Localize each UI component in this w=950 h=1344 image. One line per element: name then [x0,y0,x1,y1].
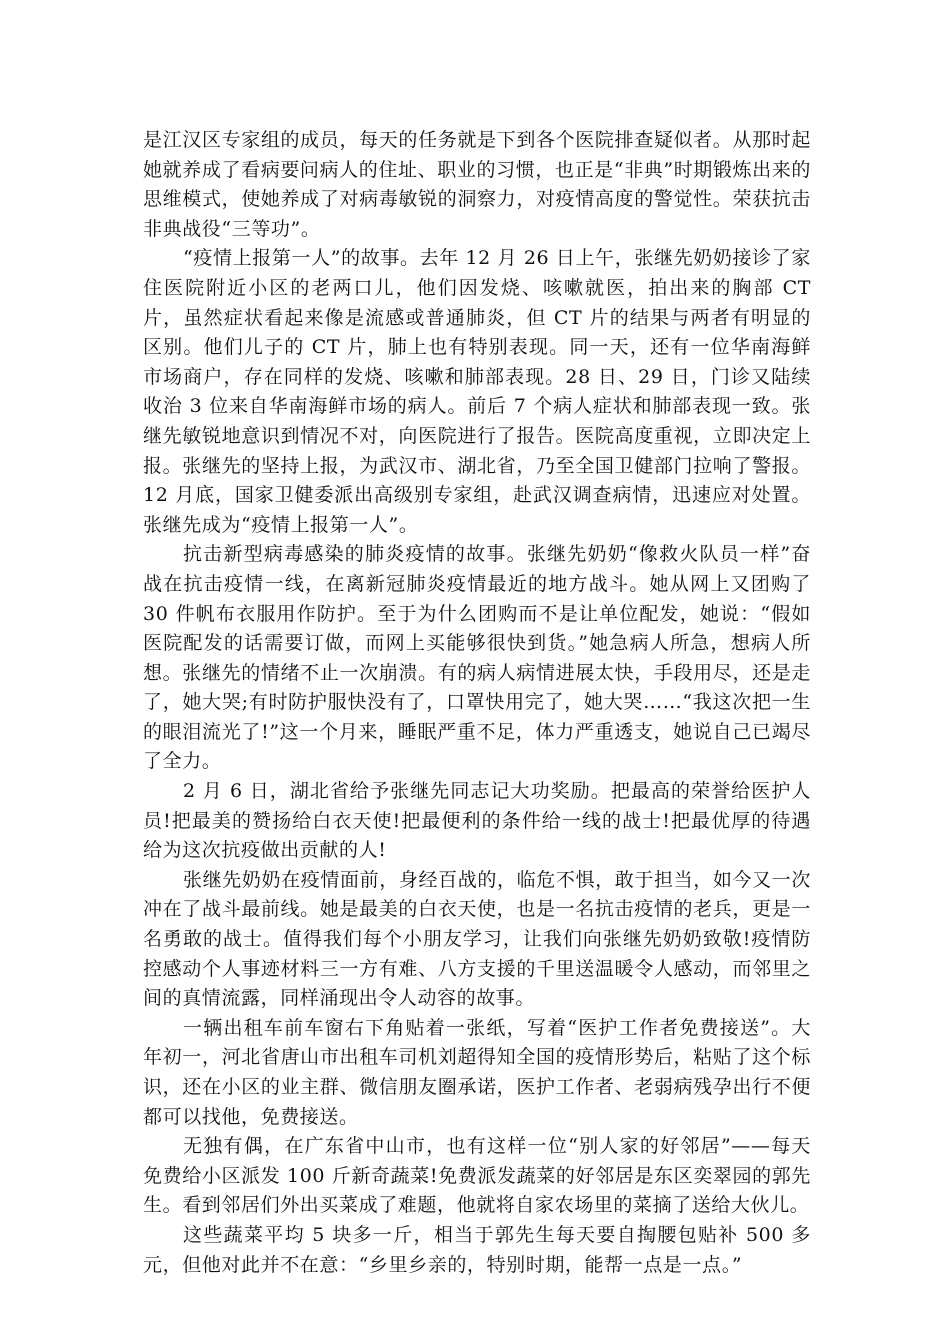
paragraph-continuation: 是江汉区专家组的成员，每天的任务就是下到各个医院排查疑似者。从那时起她就养成了看病要问病人的住址、职业的习惯，也正是“非典”时期锻炼出来的思维模式，使她养成了对病毒敏锐的洞察力，对疫情高度的警觉性。荣获抗击非典战役“三等功”。 [143,129,811,240]
paragraph-taxi-driver: 一辆出租车前车窗右下角贴着一张纸，写着“医护工作者免费接送”。大年初一，河北省唐山市出租车司机刘超得知全国的疫情形势后，粘贴了这个标识，还在小区的业主群、微信朋友圈承诺，医护工作者、老弱病残孕出行不便都可以找他，免费接送。 [143,1016,811,1128]
document-body [143,126,811,1280]
paragraph-tribute: 张继先奶奶在疫情面前，身经百战的，临危不惧，敢于担当，如今又一次冲在了战斗最前线。她是最美的白衣天使，也是一名抗击疫情的老兵，更是一名勇敢的战士。值得我们每个小朋友学习，让我们向张继先奶奶致敬!疫情防控感动个人事迹材料三一方有难、八方支援的千里送温暖令人感动，而邻里之间的真情流露，同样涌现出令人动容的故事。 [143,868,811,1010]
paragraph-award: 2 月 6 日，湖北省给予张继先同志记大功奖励。把最高的荣誉给医护人员!把最美的赞扬给白衣天使!把最便利的条件给一线的战士!把最优厚的待遇给为这次抗疫做出贡献的人! [143,780,811,862]
paragraph-first-report-story: “疫情上报第一人”的故事。去年 12 月 26 日上午，张继先奶奶接诊了家住医院附近小区的老两口儿，他们因发烧、咳嗽就医，拍出来的胸部 CT 片，虽然症状看起来像是流感或普通肺炎，但 CT 片的结果与两者有明显的区别。他们儿子的 CT 片，肺上也有特别表现。同一天，还有一位华南海鲜市场商户，存在同样的发烧、咳嗽和肺部表现。28 日、29 日，门诊又陆续收治 3 位来自华南海鲜市场的病人。前后 7 个病人症状和肺部表现一致。张继先敏锐地意识到情况不对，向医院进行了报告。医院高度重视，立即决定上报。张继先的坚持上报，为武汉市、湖北省，乃至全国卫健部门拉响了警报。12 月底，国家卫健委派出高级别专家组，赴武汉调查病情，迅速应对处置。张继先成为“疫情上报第一人”。 [143,247,811,536]
paragraph-good-neighbor: 无独有偶，在广东省中山市，也有这样一位“别人家的好邻居”——每天免费给小区派发 100 斤新奇蔬菜!免费派发蔬菜的好邻居是东区奕翠园的郭先生。看到邻居们外出买菜成了难题，他就将自家农场里的菜摘了送给大伙儿。 [143,1135,811,1217]
paragraph-vegetables-cost: 这些蔬菜平均 5 块多一斤，相当于郭先生每天要自掏腰包贴补 500 多元，但他对此并不在意：“乡里乡亲的，特别时期，能帮一点是一点。” [143,1223,811,1276]
paragraph-fighting-epidemic-story: 抗击新型病毒感染的肺炎疫情的故事。张继先奶奶“像救火队员一样”奋战在抗击疫情一线，在离新冠肺炎疫情最近的地方战斗。她从网上又团购了 30 件帆布衣服用作防护。至于为什么团购而不是让单位配发，她说：“假如医院配发的话需要订做，而网上买能够很快到货。”她急病人所急，想病人所想。张继先的情绪不止一次崩溃。有的病人病情进展太快，手段用尽，还是走了，她大哭;有时防护服快没有了，口罩快用完了，她大哭……“我这次把一生的眼泪流光了!”这一个月来，睡眠严重不足，体力严重透支，她说自己已竭尽了全力。 [143,543,811,773]
